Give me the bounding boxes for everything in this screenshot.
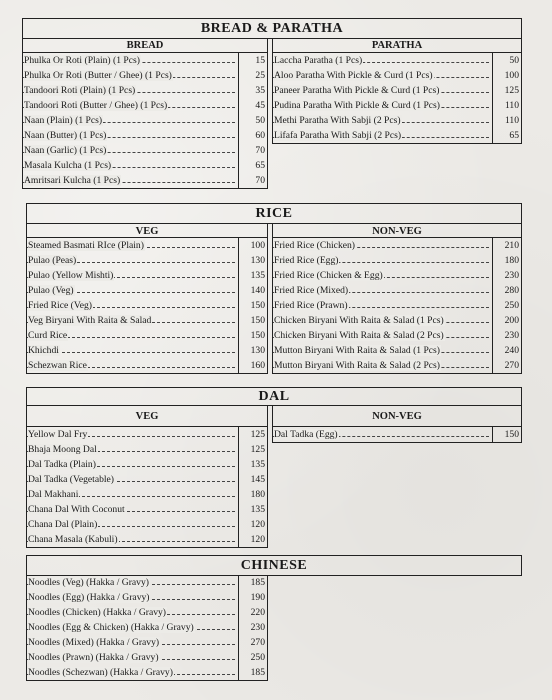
dal-nonveg-list [273,427,521,442]
item-price: 135 [250,504,265,515]
item-price: 200 [504,315,519,326]
paratha-list [273,53,521,143]
item-name-cell [23,113,239,128]
section-chinese [26,555,522,683]
chinese-list [27,575,267,680]
bread-item-row [23,53,267,68]
rice-veg-item-row [27,358,267,373]
item-name-cell [27,575,239,590]
item-name: Dal Makhani [28,489,79,500]
chinese-item-row [27,650,267,665]
bread-item-row [23,113,267,128]
item-name: Dal Tadka (Vegetable) [28,474,114,485]
item-price: 25 [255,70,265,81]
item-price: 50 [509,55,519,66]
item-name-cell [23,143,239,158]
item-price: 60 [255,130,265,141]
bread-item-row [23,98,267,113]
rice-veg-item-row [27,343,267,358]
item-name: Curd Rice [28,330,68,341]
item-price: 250 [250,652,265,663]
item-price: 70 [255,175,265,186]
item-name-cell [27,253,239,268]
item-name: Noodles (Egg & Chicken) (Hakka / Gravy) [28,622,194,633]
item-name-cell [27,268,239,283]
item-price: 280 [504,285,519,296]
item-price: 180 [504,255,519,266]
item-name-cell [27,502,239,517]
item-name-cell [23,158,239,173]
item-name: Schezwan Rice [28,360,87,371]
item-name: Fried Rice (Veg) [28,300,92,311]
item-name-cell [27,650,239,665]
chinese-item-row [27,590,267,605]
item-price: 135 [250,270,265,281]
item-name: Masala Kulcha (1 Pcs) [24,160,112,171]
item-name: Lifafa Paratha With Sabji (2 Pcs) [274,130,402,141]
item-price: 125 [250,429,265,440]
item-name-cell [273,128,493,143]
item-name-cell [23,98,239,113]
rice-nonveg-item-row [273,343,521,358]
item-name-cell [273,53,493,68]
paratha-item-row [273,83,521,98]
item-price: 125 [504,85,519,96]
item-name: Phulka Or Roti (Butter / Ghee) (1 Pcs) [24,70,172,81]
item-name: Noodles (Veg) (Hakka / Gravy) [28,577,149,588]
dal-veg-item-row [27,532,267,547]
item-name: Noodles (Prawn) (Hakka / Gravy) [28,652,159,663]
item-name-cell [23,83,239,98]
item-name: Dal Tadka (Plain) [28,459,96,470]
item-name: Yellow Dal Fry [28,429,88,440]
rice-veg-item-row [27,298,267,313]
dal-veg-item-row [27,502,267,517]
item-name: Naan (Butter) (1 Pcs) [24,130,107,141]
item-price: 150 [250,330,265,341]
item-name: Mutton Biryani With Raita & Salad (1 Pcs) [274,345,440,356]
item-name-cell [23,128,239,143]
item-name: Chicken Biryani With Raita & Salad (2 Pcs) [274,330,444,341]
paratha-item-row [273,113,521,128]
item-price: 180 [250,489,265,500]
paratha-item-row [273,128,521,143]
paratha-heading: PARATHA [273,39,521,53]
item-name-cell [273,343,493,358]
item-price: 45 [255,100,265,111]
item-name: Laccha Paratha (1 Pcs) [274,55,363,66]
item-name: Paneer Paratha With Pickle & Curd (1 Pcs) [274,85,440,96]
item-name-cell [27,487,239,502]
item-name-cell [23,68,239,83]
dal-veg-heading: VEG [27,406,267,427]
paratha-item-row [273,68,521,83]
item-name: Fried Rice (Chicken & Egg) [274,270,383,281]
item-name-cell [27,358,239,373]
item-name-cell [27,517,239,532]
item-price: 110 [504,100,519,111]
item-name: Chicken Biryani With Raita & Salad (1 Pcs) [274,315,444,326]
item-name: Dal Tadka (Egg) [274,429,338,440]
rice-veg-column [26,223,268,374]
item-name-cell [273,113,493,128]
item-name: Pudina Paratha With Pickle & Curd (1 Pcs) [274,100,440,111]
item-price: 250 [504,300,519,311]
item-price: 100 [250,240,265,251]
item-name-cell [27,472,239,487]
item-name-cell [273,83,493,98]
bread-item-row [23,158,267,173]
item-price: 230 [504,270,519,281]
item-price: 130 [250,345,265,356]
item-price: 130 [250,255,265,266]
item-price: 135 [250,459,265,470]
section-title: BREAD & PARATHA [22,18,522,39]
rice-veg-item-row [27,253,267,268]
item-name: Fried Rice (Prawn) [274,300,348,311]
rice-nonveg-item-row [273,328,521,343]
rice-nonveg-item-row [273,283,521,298]
item-name: Pulao (Yellow Mishti) [28,270,114,281]
item-name: Khichdi [28,345,59,356]
paratha-item-row [273,53,521,68]
bread-item-row [23,68,267,83]
item-name-cell [273,313,493,328]
item-price: 210 [504,240,519,251]
rice-veg-heading: VEG [27,224,267,238]
item-name-cell [273,358,493,373]
rice-veg-item-row [27,238,267,253]
item-price: 35 [255,85,265,96]
item-name: Noodles (Egg) (Hakka / Gravy) [28,592,150,603]
chinese-item-row [27,620,267,635]
item-price: 65 [255,160,265,171]
rice-nonveg-column [272,223,522,374]
dal-veg-item-row [27,442,267,457]
section-dal [26,387,522,544]
chinese-item-row [27,605,267,620]
chinese-item-row [27,665,267,680]
rice-nonveg-item-row [273,298,521,313]
item-price: 240 [504,345,519,356]
item-name-cell [27,328,239,343]
item-name-cell [27,457,239,472]
item-name: Noodles (Chicken) (Hakka / Gravy) [28,607,166,618]
dal-nonveg-heading: NON-VEG [273,406,521,427]
bread-list [23,53,267,188]
item-name: Chana Dal With Coconut [28,504,125,515]
section-bread-paratha [22,18,522,195]
item-name: Naan (Garlic) (1 Pcs) [24,145,107,156]
dal-nonveg-column [272,405,522,443]
item-name-cell [23,53,239,68]
item-name: Fried Rice (Chicken) [274,240,355,251]
dal-veg-item-row [27,517,267,532]
item-name-cell [273,427,493,442]
item-price: 65 [509,130,519,141]
item-price: 160 [250,360,265,371]
item-price: 50 [255,115,265,126]
item-name: Tandoori Roti (Butter / Ghee) (1 Pcs) [24,100,168,111]
item-name-cell [27,298,239,313]
rice-nonveg-item-row [273,238,521,253]
item-name-cell [27,442,239,457]
item-name: Aloo Paratha With Pickle & Curd (1 Pcs) [274,70,433,81]
item-price: 70 [255,145,265,156]
rice-veg-list [27,238,267,373]
item-price: 185 [250,667,265,678]
dal-veg-item-row [27,472,267,487]
item-name-cell [27,238,239,253]
item-price: 150 [504,429,519,440]
item-name-cell [27,532,239,547]
item-price: 270 [504,360,519,371]
item-name: Naan (Plain) (1 Pcs) [24,115,103,126]
item-price: 190 [250,592,265,603]
item-name: Noodles (Mixed) (Hakka / Gravy) [28,637,160,648]
item-price: 140 [250,285,265,296]
rice-nonveg-item-row [273,358,521,373]
item-name-cell [273,298,493,313]
dal-veg-list [27,427,267,547]
rice-nonveg-item-row [273,313,521,328]
item-price: 100 [504,70,519,81]
item-name-cell [27,590,239,605]
dal-veg-item-row [27,487,267,502]
item-price: 270 [250,637,265,648]
item-name: Chana Dal (Plain) [28,519,98,530]
item-price: 220 [250,607,265,618]
item-name-cell [23,173,239,188]
item-price: 120 [250,519,265,530]
item-name: Methi Paratha With Sabji (2 Pcs) [274,115,401,126]
item-price: 185 [250,577,265,588]
item-price: 230 [250,622,265,633]
item-name-cell [273,98,493,113]
bread-item-row [23,173,267,188]
item-name-cell [27,605,239,620]
item-name-cell [27,313,239,328]
chinese-column [26,575,268,681]
item-name: Pulao (Veg) [28,285,74,296]
chinese-item-row [27,635,267,650]
rice-veg-item-row [27,313,267,328]
item-name: Pulao (Peas) [28,255,77,266]
item-name: Mutton Biryani With Raita & Salad (2 Pcs) [274,360,440,371]
paratha-column [272,38,522,144]
dal-veg-column [26,405,268,548]
item-price: 230 [504,330,519,341]
item-name-cell [273,283,493,298]
item-name: Tandoori Roti (Plain) (1 Pcs) [24,85,136,96]
item-name: Steamed Basmati RIce (Plain) [28,240,144,251]
rice-veg-item-row [27,268,267,283]
bread-item-row [23,128,267,143]
item-price: 110 [504,115,519,126]
section-rice [26,203,522,383]
bread-heading: BREAD [23,39,267,53]
bread-item-row [23,143,267,158]
item-name: Fried Rice (Mixed) [274,285,349,296]
item-name-cell [27,343,239,358]
item-name-cell [273,253,493,268]
dal-veg-item-row [27,427,267,442]
rice-nonveg-item-row [273,253,521,268]
item-name: Bhaja Moong Dal [28,444,97,455]
dal-veg-item-row [27,457,267,472]
item-name: Noodles (Schezwan) (Hakka / Gravy) [28,667,173,678]
item-price: 120 [250,534,265,545]
item-price: 125 [250,444,265,455]
item-name-cell [27,283,239,298]
paratha-item-row [273,98,521,113]
rice-nonveg-list [273,238,521,373]
item-name: Chana Masala (Kabuli) [28,534,118,545]
item-price: 145 [250,474,265,485]
item-price: 150 [250,300,265,311]
bread-item-row [23,83,267,98]
rice-veg-item-row [27,328,267,343]
bread-column [22,38,268,189]
chinese-item-row [27,575,267,590]
item-name-cell [273,68,493,83]
item-name-cell [27,620,239,635]
item-price: 15 [255,55,265,66]
item-name: Veg Biryani With Raita & Salad [28,315,152,326]
item-name-cell [27,665,239,680]
item-name-cell [273,328,493,343]
item-name: Fried Rice (Egg) [274,255,339,266]
item-name-cell [27,635,239,650]
item-price: 150 [250,315,265,326]
rice-nonveg-item-row [273,268,521,283]
section-title: RICE [26,203,522,224]
section-title: CHINESE [26,555,522,576]
section-title: DAL [26,387,522,406]
rice-veg-item-row [27,283,267,298]
item-name-cell [273,268,493,283]
item-name: Phulka Or Roti (Plain) (1 Pcs) [24,55,140,66]
dal-nonveg-item-row [273,427,521,442]
item-name: Amritsari Kulcha (1 Pcs) [24,175,121,186]
item-name-cell [27,427,239,442]
rice-nonveg-heading: NON-VEG [273,224,521,238]
item-name-cell [273,238,493,253]
